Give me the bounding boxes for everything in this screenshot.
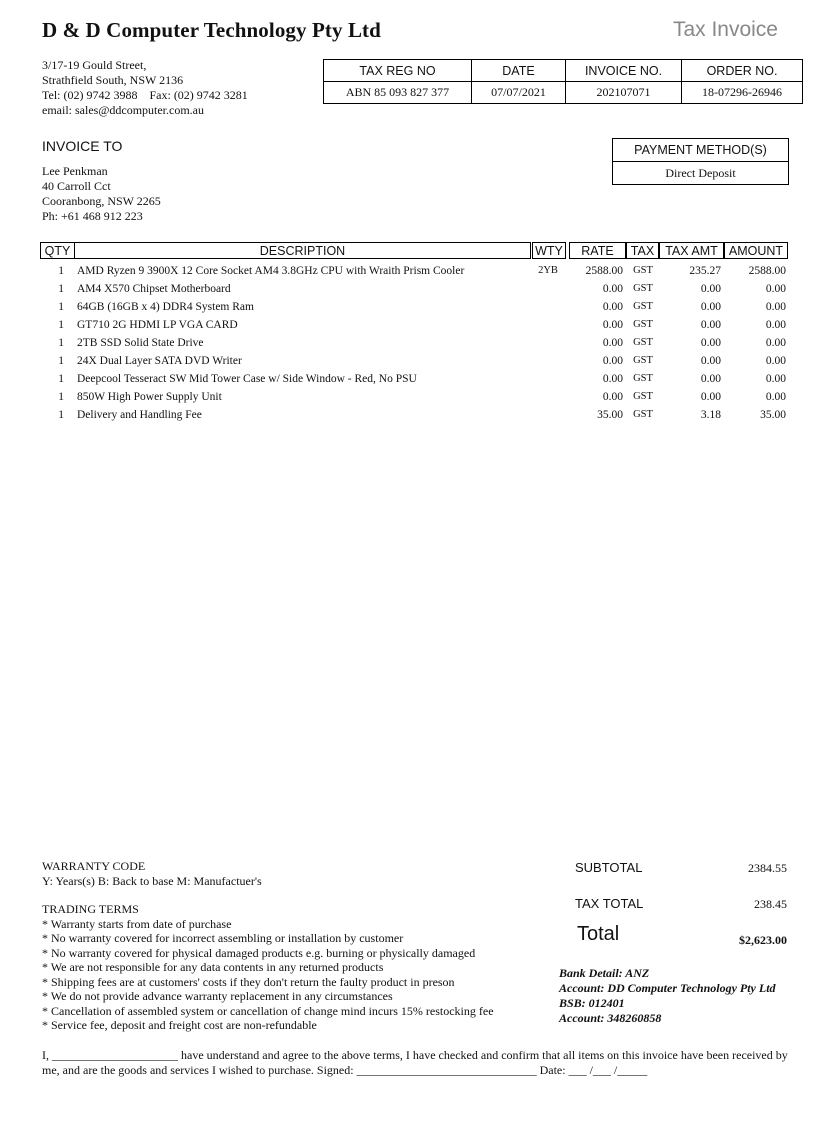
description-cell: 850W High Power Supply Unit — [77, 391, 222, 403]
tax-amount-cell: 3.18 — [700, 409, 721, 421]
invoice-meta-table — [323, 59, 803, 104]
company-name: D & D Computer Technology Pty Ltd — [42, 18, 381, 42]
terms-line: * Service fee, deposit and freight cost are non-refundable — [42, 1018, 317, 1032]
terms-line: * Cancellation of assembled system or cancellation of change mind incurs 15% restocking fee — [42, 1003, 494, 1018]
total-value: $2,623.00 — [739, 933, 787, 947]
customer-name: Lee Penkman — [42, 164, 108, 178]
amount-cell: 0.00 — [765, 301, 786, 313]
tax-amount-cell: 0.00 — [700, 391, 721, 403]
qty-cell: 1 — [58, 283, 64, 295]
document-type: Tax Invoice — [672, 18, 778, 41]
column-header-tax: TAX — [626, 242, 659, 259]
total-label: Total — [577, 923, 620, 945]
tax-total-label: TAX TOTAL — [575, 896, 644, 911]
line-item-row — [0, 264, 823, 282]
invoice-to-title: INVOICE TO — [42, 138, 123, 154]
bank-bsb: BSB: 012401 — [559, 996, 625, 1010]
terms-line: * No warranty covered for incorrect assembling or installation by customer — [42, 931, 404, 945]
amount-cell: 0.00 — [765, 283, 786, 295]
signature-declaration: I, _____________________ have understand and agree to the above terms, I have checked and confirm that all items on this invoice have been received by me, and are the goods and services I wished to purchase. Signed: ______________________________ Date: ___ /___ /_____ — [42, 1048, 788, 1077]
column-header-rate: RATE — [569, 242, 626, 259]
tax-amount-cell: 0.00 — [700, 355, 721, 367]
customer-street: 40 Carroll Cct — [42, 179, 111, 193]
payment-method-table — [612, 138, 789, 185]
description-cell: AMD Ryzen 9 3900X 12 Core Socket AM4 3.8GHz CPU with Wraith Prism Cooler — [77, 265, 465, 277]
rate-cell: 0.00 — [602, 391, 623, 403]
column-header-qty: QTY — [40, 242, 75, 259]
description-cell: 64GB (16GB x 4) DDR4 System Ram — [77, 301, 254, 313]
qty-cell: 1 — [58, 355, 64, 367]
qty-cell: 1 — [58, 373, 64, 385]
payment-method-value: Direct Deposit — [613, 162, 789, 185]
trading-terms — [42, 902, 494, 1033]
subtotal-label: SUBTOTAL — [575, 860, 643, 875]
bank-account-name: Account: DD Computer Technology Pty Ltd — [559, 981, 776, 995]
rate-cell: 0.00 — [602, 337, 623, 349]
amount-cell: 0.00 — [765, 319, 786, 331]
tax-code-cell: GST — [633, 373, 653, 384]
line-item-row — [0, 282, 823, 300]
terms-line: * Warranty starts from date of purchase — [42, 916, 232, 931]
amount-cell: 0.00 — [765, 391, 786, 403]
email-line: email: sales@ddcomputer.com.au — [42, 103, 205, 117]
tax-code-cell: GST — [633, 409, 653, 420]
tax-code-cell: GST — [633, 391, 653, 402]
line-item-row — [0, 300, 823, 318]
column-header-description: DESCRIPTION — [74, 242, 531, 259]
tax-amount-cell: 235.27 — [689, 265, 721, 277]
rate-cell: 0.00 — [602, 283, 623, 295]
invoice-to-address — [42, 164, 161, 224]
line-item-row — [0, 318, 823, 336]
amount-cell: 35.00 — [760, 409, 786, 421]
meta-header-date: DATE — [472, 60, 566, 82]
amount-cell: 2588.00 — [748, 265, 786, 277]
meta-value-tax-reg: ABN 85 093 827 377 — [324, 82, 472, 104]
tax-code-cell: GST — [633, 337, 653, 348]
tax-amount-cell: 0.00 — [700, 373, 721, 385]
tax-code-cell: GST — [633, 265, 653, 276]
terms-line: * We do not provide advance warranty replacement in any circumstances — [42, 989, 393, 1003]
rate-cell: 0.00 — [602, 355, 623, 367]
tax-code-cell: GST — [633, 355, 653, 366]
meta-value-date: 07/07/2021 — [472, 82, 566, 104]
description-cell: AM4 X570 Chipset Motherboard — [77, 283, 231, 295]
description-cell: Deepcool Tesseract SW Mid Tower Case w/ Side Window - Red, No PSU — [77, 373, 417, 385]
contact-line: Tel: (02) 9742 3988 Fax: (02) 9742 3281 — [42, 88, 248, 102]
subtotal-value: 2384.55 — [748, 861, 787, 875]
address-line: 3/17-19 Gould Street, — [42, 58, 147, 72]
tax-amount-cell: 0.00 — [700, 319, 721, 331]
tax-total-value: 238.45 — [754, 897, 787, 911]
terms-line: * Shipping fees are at customers' costs if they don't return the faulty product in preson — [42, 974, 455, 989]
meta-value-order-no: 18-07296-26946 — [682, 82, 803, 104]
rate-cell: 2588.00 — [585, 265, 623, 277]
payment-method-header: PAYMENT METHOD(S) — [613, 139, 789, 162]
warranty-code — [42, 859, 262, 888]
amount-cell: 0.00 — [765, 373, 786, 385]
description-cell: Delivery and Handling Fee — [77, 409, 202, 421]
company-address — [42, 58, 248, 118]
amount-cell: 0.00 — [765, 355, 786, 367]
tax-amount-cell: 0.00 — [700, 283, 721, 295]
bank-details — [559, 966, 776, 1026]
terms-line: * No warranty covered for physical damaged products e.g. burning or physically damaged — [42, 945, 476, 960]
line-item-row — [0, 372, 823, 390]
description-cell: 2TB SSD Solid State Drive — [77, 337, 204, 349]
rate-cell: 35.00 — [597, 409, 623, 421]
column-header-tax-amt: TAX AMT — [659, 242, 724, 259]
tax-code-cell: GST — [633, 301, 653, 312]
qty-cell: 1 — [58, 265, 64, 277]
description-cell: GT710 2G HDMI LP VGA CARD — [77, 319, 238, 331]
qty-cell: 1 — [58, 409, 64, 421]
description-cell: 24X Dual Layer SATA DVD Writer — [77, 355, 242, 367]
meta-header-order-no: ORDER NO. — [682, 60, 803, 82]
line-items — [0, 264, 823, 426]
qty-cell: 1 — [58, 319, 64, 331]
qty-cell: 1 — [58, 337, 64, 349]
tax-amount-cell: 0.00 — [700, 301, 721, 313]
bank-name: Bank Detail: ANZ — [559, 966, 650, 980]
rate-cell: 0.00 — [602, 301, 623, 313]
warranty-legend: Y: Years(s) B: Back to base M: Manufactuer's — [42, 873, 262, 888]
tax-amount-cell: 0.00 — [700, 337, 721, 349]
warranty-title: WARRANTY CODE — [42, 859, 146, 873]
line-item-row — [0, 390, 823, 408]
customer-phone: Ph: +61 468 912 223 — [42, 209, 143, 223]
warranty-cell: 2YB — [538, 265, 558, 276]
address-line: Strathfield South, NSW 2136 — [42, 73, 184, 87]
rate-cell: 0.00 — [602, 319, 623, 331]
customer-suburb: Cooranbong, NSW 2265 — [42, 194, 161, 208]
column-header-amount: AMOUNT — [724, 242, 788, 259]
terms-title: TRADING TERMS — [42, 902, 139, 916]
line-item-row — [0, 408, 823, 426]
tax-code-cell: GST — [633, 283, 653, 294]
terms-line: * We are not responsible for any data contents in any returned products — [42, 960, 384, 974]
line-item-row — [0, 354, 823, 372]
amount-cell: 0.00 — [765, 337, 786, 349]
meta-header-invoice-no: INVOICE NO. — [566, 60, 682, 82]
line-item-row — [0, 336, 823, 354]
qty-cell: 1 — [58, 391, 64, 403]
rate-cell: 0.00 — [602, 373, 623, 385]
meta-value-invoice-no: 202107071 — [566, 82, 682, 104]
qty-cell: 1 — [58, 301, 64, 313]
column-header-wty: WTY — [532, 242, 566, 259]
meta-header-tax-reg: TAX REG NO — [324, 60, 472, 82]
bank-account-number: Account: 348260858 — [559, 1011, 662, 1025]
tax-code-cell: GST — [633, 319, 653, 330]
